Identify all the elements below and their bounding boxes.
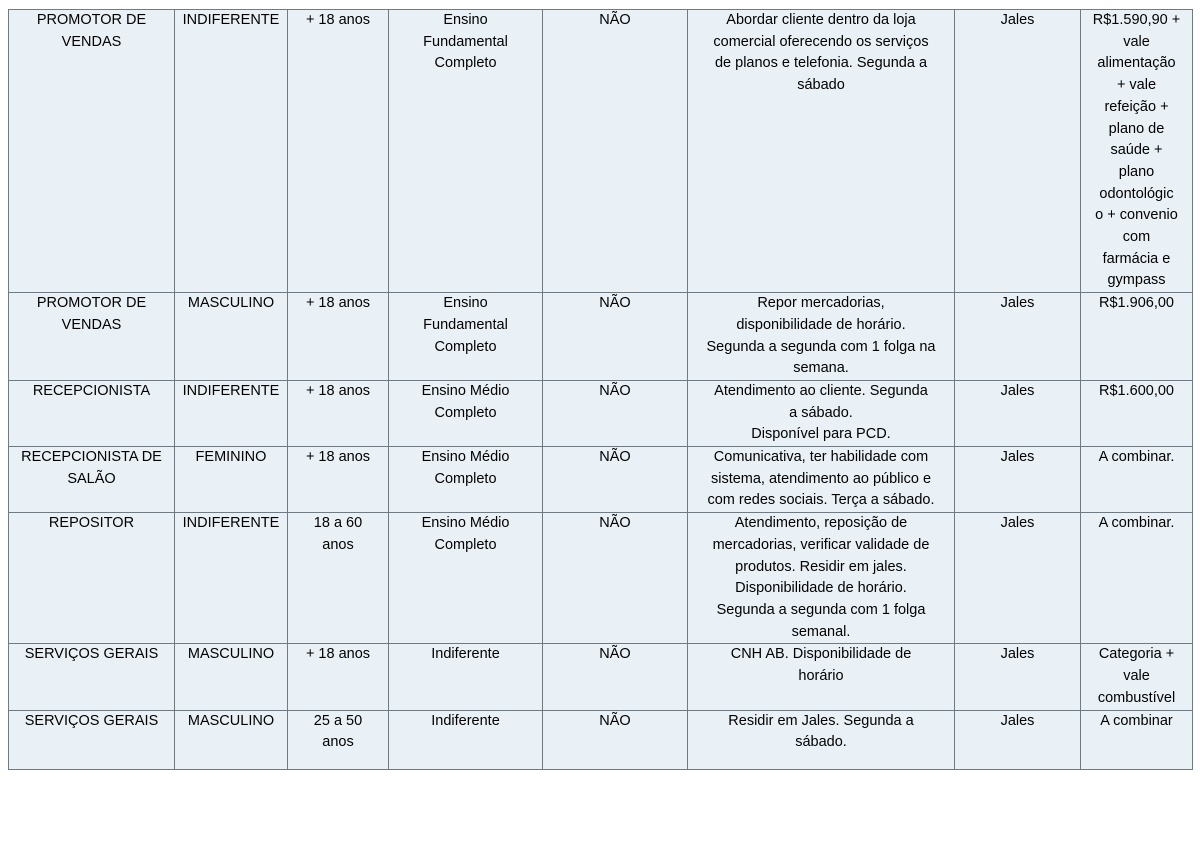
table-row [9, 293, 1193, 381]
job-rows [9, 10, 1193, 770]
age-cell-line: + 18 anos [305, 12, 371, 28]
education-cell-line: Fundamental [423, 33, 508, 50]
city-cell [955, 644, 1081, 710]
job-title-cell [9, 447, 175, 513]
education-cell [389, 293, 543, 381]
education-cell [389, 710, 543, 769]
age-cell-line: 18 a 60 [313, 515, 363, 532]
salary-cell-line: A combinar. [1098, 449, 1175, 466]
description-cell-line: sábado. [795, 734, 847, 751]
description-cell-line: semana. [793, 360, 849, 377]
experience-cell [543, 380, 688, 446]
job-title-cell-line: VENDAS [61, 33, 122, 50]
age-cell [288, 447, 389, 513]
table-row [9, 710, 1193, 769]
job-title-cell-line: SALÃO [67, 470, 116, 487]
description-cell-line: Residir em Jales. Segunda a [728, 712, 914, 729]
education-cell-line: Indiferente [431, 712, 500, 729]
salary-cell-line: A combinar [1100, 712, 1173, 729]
city-cell [955, 513, 1081, 644]
age-cell [288, 380, 389, 446]
experience-cell-text: NÃO [599, 646, 631, 663]
gender-cell-text: MASCULINO [187, 295, 275, 312]
job-title-cell [9, 513, 175, 644]
job-title-cell-line: PROMOTOR DE [36, 12, 147, 28]
job-title-cell-line: REPOSITOR [48, 515, 135, 532]
gender-cell-text: FEMININO [195, 449, 267, 466]
job-title-cell-line: VENDAS [61, 316, 122, 333]
age-cell [288, 513, 389, 644]
age-cell-line: + 18 anos [305, 646, 371, 663]
gender-cell [175, 644, 288, 710]
gender-cell [175, 293, 288, 381]
education-cell [389, 513, 543, 644]
salary-cell-line: o + convenio [1095, 207, 1178, 224]
salary-cell-line: Categoria + [1098, 646, 1175, 663]
education-cell [389, 380, 543, 446]
description-cell-line: com redes sociais. Terça a sábado. [707, 492, 935, 509]
salary-cell-line: R$1.600,00 [1099, 382, 1174, 399]
gender-cell-text: INDIFERENTE [182, 515, 280, 532]
description-cell-line: Segunda a segunda com 1 folga [716, 601, 926, 618]
education-cell-line: Ensino Médio [421, 382, 510, 399]
city-cell [955, 380, 1081, 446]
description-cell [688, 447, 955, 513]
gender-cell-text: MASCULINO [187, 646, 275, 663]
description-cell-line: Repor mercadorias, [757, 295, 885, 312]
salary-cell-line: alimentação [1097, 55, 1176, 72]
job-vacancies-table [8, 9, 1193, 770]
description-cell-line: produtos. Residir em jales. [735, 558, 907, 575]
salary-cell-line: plano [1118, 163, 1155, 180]
job-title-cell-line: SERVIÇOS GERAIS [24, 712, 159, 729]
description-cell-line: Disponível para PCD. [751, 426, 891, 443]
salary-cell-line: farmácia e [1102, 250, 1171, 267]
experience-cell-text: NÃO [599, 449, 631, 466]
education-cell-line: Completo [434, 55, 497, 72]
education-cell-line: Fundamental [423, 316, 508, 333]
gender-cell-text: INDIFERENTE [182, 12, 280, 28]
experience-cell [543, 644, 688, 710]
table-row [9, 447, 1193, 513]
job-title-cell [9, 293, 175, 381]
gender-cell [175, 447, 288, 513]
education-cell [389, 447, 543, 513]
salary-cell-line: R$1.590,90 + [1092, 12, 1181, 28]
age-cell [288, 293, 389, 381]
age-cell [288, 710, 389, 769]
description-cell-line: sábado [797, 77, 845, 94]
gender-cell-text: INDIFERENTE [182, 382, 280, 399]
salary-cell-line: A combinar. [1098, 515, 1175, 532]
table-row [9, 10, 1193, 293]
description-cell-line: disponibilidade de horário. [736, 316, 906, 333]
description-cell-line: semanal. [791, 623, 851, 640]
city-cell-text: Jales [1000, 712, 1035, 729]
education-cell-line: Ensino Médio [421, 449, 510, 466]
age-cell-line: + 18 anos [305, 295, 371, 312]
education-cell-line: Ensino [443, 12, 488, 28]
age-cell-line: anos [322, 536, 354, 553]
education-cell-line: Completo [434, 338, 497, 355]
city-cell-text: Jales [1000, 382, 1035, 399]
description-cell [688, 513, 955, 644]
job-listing-page [8, 9, 1192, 770]
city-cell [955, 10, 1081, 293]
salary-cell-line: plano de [1108, 120, 1165, 137]
description-cell-line: horário [798, 668, 844, 685]
salary-cell [1081, 710, 1193, 769]
description-cell [688, 710, 955, 769]
description-cell-line: de planos e telefonia. Segunda a [714, 55, 928, 72]
experience-cell-text: NÃO [599, 12, 631, 28]
city-cell [955, 447, 1081, 513]
description-cell-line: a sábado. [789, 404, 853, 421]
description-cell-line: Comunicativa, ter habilidade com [713, 449, 929, 466]
table-row [9, 380, 1193, 446]
education-cell-line: Completo [434, 470, 497, 487]
description-cell-line: CNH AB. Disponibilidade de [730, 646, 912, 663]
experience-cell-text: NÃO [599, 295, 631, 312]
education-cell-line: Completo [434, 536, 497, 553]
description-cell-line: Atendimento ao cliente. Segunda [714, 382, 928, 399]
description-cell [688, 380, 955, 446]
experience-cell [543, 513, 688, 644]
gender-cell-text: MASCULINO [187, 712, 275, 729]
experience-cell-text: NÃO [599, 515, 631, 532]
education-cell [389, 10, 543, 293]
education-cell-line: Ensino Médio [421, 515, 510, 532]
city-cell [955, 710, 1081, 769]
experience-cell [543, 293, 688, 381]
description-cell-line: sistema, atendimento ao público e [710, 470, 932, 487]
education-cell-line: Ensino [443, 295, 488, 312]
job-title-cell-line: RECEPCIONISTA [32, 382, 151, 399]
description-cell-line: Abordar cliente dentro da loja [726, 12, 916, 28]
description-cell-line: mercadorias, verificar validade de [712, 536, 930, 553]
job-title-cell-line: RECEPCIONISTA DE [21, 449, 162, 466]
description-cell [688, 293, 955, 381]
description-cell [688, 644, 955, 710]
age-cell-line: + 18 anos [305, 449, 371, 466]
salary-cell-line: refeição + [1104, 98, 1169, 115]
salary-cell-line: vale [1123, 33, 1150, 50]
salary-cell-line: com [1122, 229, 1151, 246]
gender-cell [175, 710, 288, 769]
age-cell-line: anos [322, 734, 354, 751]
salary-cell-line: gympass [1107, 272, 1166, 289]
salary-cell [1081, 513, 1193, 644]
salary-cell-line: odontológic [1099, 185, 1174, 202]
salary-cell [1081, 10, 1193, 293]
experience-cell [543, 10, 688, 293]
experience-cell [543, 710, 688, 769]
salary-cell [1081, 644, 1193, 710]
age-cell-line: 25 a 50 [313, 712, 363, 729]
age-cell [288, 644, 389, 710]
city-cell [955, 293, 1081, 381]
table-row [9, 644, 1193, 710]
gender-cell [175, 380, 288, 446]
description-cell-line: Atendimento, reposição de [734, 515, 908, 532]
city-cell-text: Jales [1000, 449, 1035, 466]
gender-cell [175, 10, 288, 293]
age-cell-line: + 18 anos [305, 382, 371, 399]
salary-cell [1081, 293, 1193, 381]
salary-cell-line: vale [1123, 668, 1150, 685]
description-cell-line: Disponibilidade de horário. [735, 580, 907, 597]
job-title-cell [9, 644, 175, 710]
salary-cell-line: + vale [1116, 77, 1157, 94]
description-cell-line: Segunda a segunda com 1 folga na [706, 338, 936, 355]
salary-cell-line: R$1.906,00 [1099, 295, 1174, 312]
salary-cell [1081, 380, 1193, 446]
city-cell-text: Jales [1000, 646, 1035, 663]
job-title-cell [9, 10, 175, 293]
description-cell-line: comercial oferecendo os serviços [713, 33, 929, 50]
experience-cell-text: NÃO [599, 712, 631, 729]
description-cell [688, 10, 955, 293]
salary-cell-line: combustível [1097, 689, 1176, 706]
job-title-cell-line: SERVIÇOS GERAIS [24, 646, 159, 663]
education-cell [389, 644, 543, 710]
gender-cell [175, 513, 288, 644]
experience-cell [543, 447, 688, 513]
job-title-cell-line: PROMOTOR DE [36, 295, 147, 312]
city-cell-text: Jales [1000, 515, 1035, 532]
city-cell-text: Jales [1000, 295, 1035, 312]
salary-cell-line: saúde + [1110, 142, 1163, 159]
education-cell-line: Completo [434, 404, 497, 421]
table-row [9, 513, 1193, 644]
experience-cell-text: NÃO [599, 382, 631, 399]
education-cell-line: Indiferente [431, 646, 500, 663]
job-title-cell [9, 710, 175, 769]
city-cell-text: Jales [1000, 12, 1035, 28]
job-title-cell [9, 380, 175, 446]
age-cell [288, 10, 389, 293]
salary-cell [1081, 447, 1193, 513]
